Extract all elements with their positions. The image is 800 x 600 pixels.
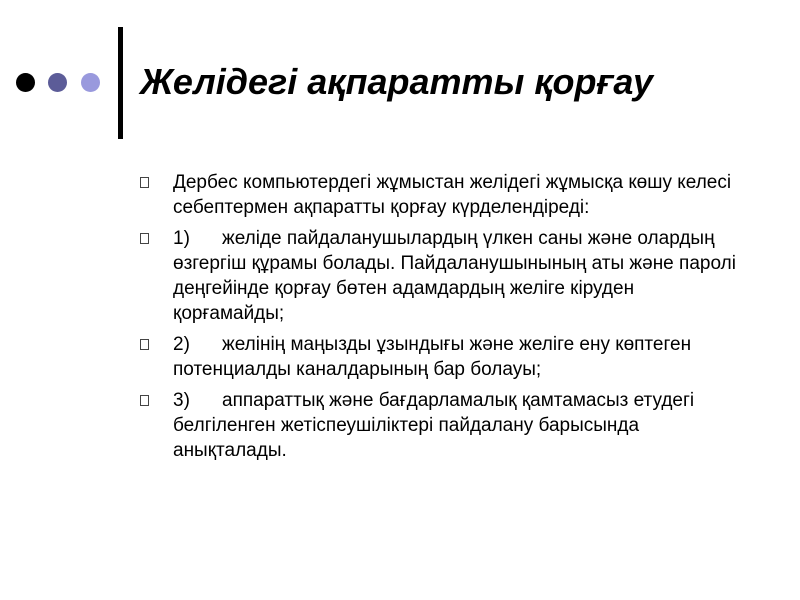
- bullet-list: [140, 170, 740, 469]
- square-bullet-icon: [140, 177, 149, 188]
- slide-title: Желідегі ақпаратты қорғау: [140, 61, 653, 102]
- bullet-text: желіде пайдаланушылардың үлкен саны және олардың өзгергіш құрамы болады. Пайдаланушынының аты және паролі деңгейінде қорғау бөтен адамдардың желіге кіруден қорғамайды;: [173, 228, 736, 324]
- bullet-item-3: [140, 388, 740, 463]
- bullet-text: желінің маңызды ұзындығы және желіге ену көптеген потенциалды каналдарының бар болауы;: [173, 334, 692, 380]
- square-bullet-icon: [140, 339, 149, 350]
- bullet-item-2: [140, 332, 740, 382]
- bullet-text: аппараттық және бағдарламалық қамтамасыз етудегі белгіленген жетіспеушіліктері пайдалану барысында анықталады.: [173, 390, 695, 461]
- bullet-item-intro: [140, 170, 740, 220]
- bullet-text: Дербес компьютердегі жұмыстан желідегі жұмысқа көшу келесі себептермен ақпаратты қорғау күрделендіреді:: [173, 172, 732, 218]
- square-bullet-icon: [140, 233, 149, 244]
- bullet-number: 3): [173, 390, 190, 411]
- bullet-item-1: [140, 226, 740, 326]
- bullet-number: 2): [173, 334, 190, 355]
- dot-slate-blue: [48, 73, 67, 92]
- dot-light-blue: [81, 73, 100, 92]
- dot-black: [16, 73, 35, 92]
- title-vertical-rule: [118, 27, 123, 139]
- bullet-number: 1): [173, 228, 190, 249]
- square-bullet-icon: [140, 395, 149, 406]
